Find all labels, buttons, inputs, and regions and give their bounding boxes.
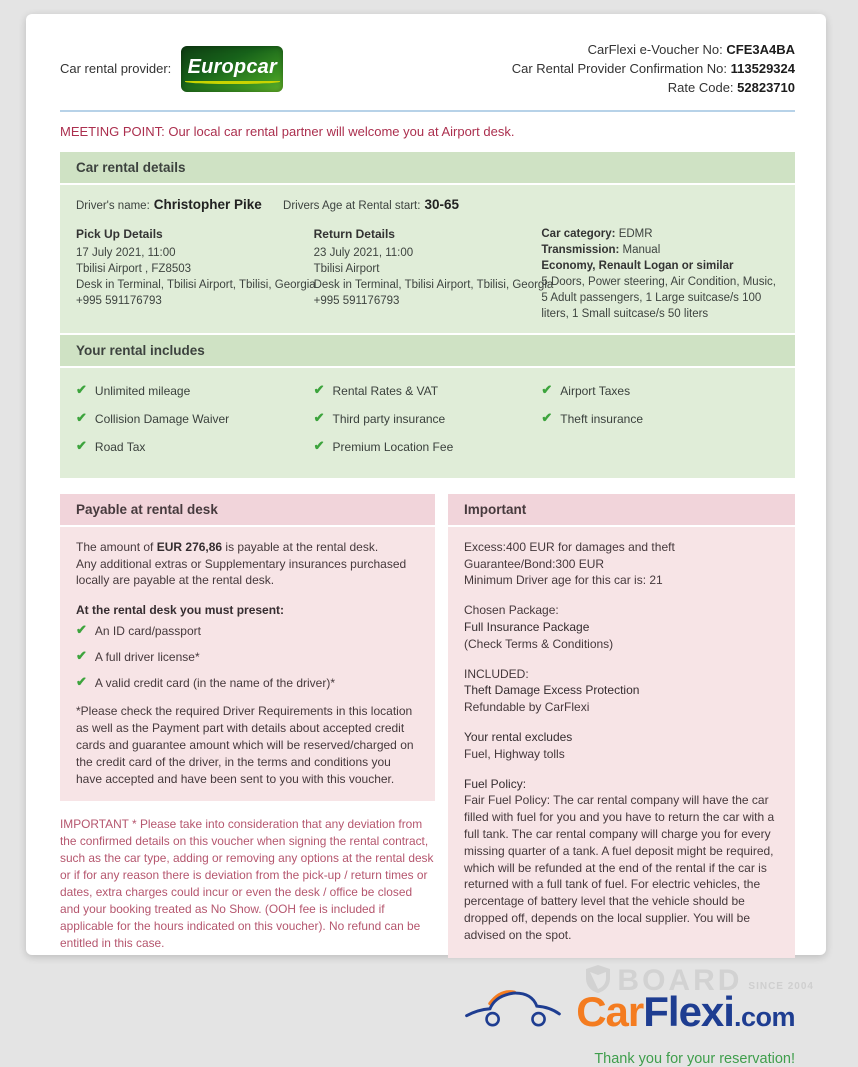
rental-includes-title: Your rental includes	[60, 335, 795, 366]
fuel-policy-group	[464, 776, 779, 944]
include-label: Third party insurance	[332, 412, 446, 427]
driver-requirements-note: *Please check the required Driver Requirements in this location as well as the Payment part with details about accepted credit cards and guarantee amount which will be reserved/charged on the credit card of the driver, in the terms and conditions you have accepted and have been sent to you with this voucher.	[76, 704, 414, 786]
important-box	[448, 494, 795, 958]
watermark-text: BOARD	[617, 964, 743, 997]
present-item	[76, 649, 419, 666]
driver-name-value: Christopher Pike	[153, 197, 262, 212]
present-title: At the rental desk you must present:	[76, 603, 285, 618]
voucher-footer	[60, 981, 795, 1067]
return-details	[313, 226, 554, 323]
carflexi-logo	[464, 981, 795, 1033]
check-icon: ✔	[313, 410, 325, 426]
present-item	[76, 623, 419, 640]
check-icon: ✔	[76, 647, 87, 663]
driver-name-label: Driver's name:	[76, 200, 150, 212]
payable-body	[60, 527, 435, 802]
included-note: Refundable by CarFlexi	[464, 700, 590, 715]
voucher-numbers	[512, 40, 795, 97]
payable-extras-line: Any additional extras or Supplementary insurances purchased locally are payable at the rental desk.	[76, 556, 407, 588]
thank-you-note: Thank you for your reservation!	[594, 1050, 795, 1067]
payable-column	[60, 494, 435, 952]
logo-com-part: .com	[733, 1001, 795, 1032]
package-label: Chosen Package:	[464, 603, 559, 618]
important-column	[448, 494, 795, 958]
includes-col-2	[314, 379, 542, 466]
include-label: Airport Taxes	[560, 384, 631, 399]
transmission-label: Transmission:	[541, 243, 620, 256]
fuel-policy-label: Fuel Policy:	[464, 776, 527, 791]
car-info	[541, 226, 779, 323]
included-group	[464, 666, 779, 716]
include-item	[76, 383, 314, 400]
check-icon: ✔	[76, 382, 87, 398]
package-note: (Check Terms & Conditions)	[464, 636, 614, 651]
include-label: Theft insurance	[560, 412, 643, 427]
confirmation-number-line	[512, 59, 795, 78]
include-label: Road Tax	[94, 440, 146, 455]
car-rental-details-title: Car rental details	[60, 152, 795, 183]
include-item	[314, 439, 542, 456]
includes-grid	[76, 379, 779, 466]
present-label: An ID card/passport	[94, 624, 201, 639]
car-features: 5 Doors, Power steering, Air Condition, Music, 5 Adult passengers, 1 Large suitcase/s 100 liters, 1 Small suitcase/s 50 liters	[541, 276, 776, 321]
excess-line: Excess:400 EUR for damages and theft	[464, 539, 675, 554]
car-rental-details-section	[60, 152, 795, 478]
car-category-value: EDMR	[615, 227, 653, 240]
includes-col-1	[76, 379, 314, 466]
payable-title: Payable at rental desk	[60, 494, 435, 525]
pickup-details	[76, 226, 314, 323]
include-item	[76, 411, 314, 428]
check-icon: ✔	[76, 438, 87, 454]
carflexi-logotype	[576, 987, 795, 1035]
check-icon: ✔	[76, 673, 87, 689]
excess-group	[464, 539, 779, 589]
watermark-subtext: SINCE 2004	[748, 981, 814, 992]
rental-detail-columns	[76, 226, 779, 323]
pickup-datetime: 17 July 2021, 11:00	[76, 246, 176, 259]
check-icon: ✔	[541, 382, 553, 398]
driver-age-value: 30-65	[424, 197, 459, 212]
car-category-line	[541, 226, 779, 242]
present-label: A valid credit card (in the name of the driver)*	[94, 675, 336, 690]
rate-code-label: Rate Code:	[667, 80, 738, 95]
important-deviation-note: IMPORTANT * Please take into consideration that any deviation from the confirmed details on this voucher when signing the rental contract, such as the car type, adding or removing any options at the rental desk or if for any reason there is deviation from the pick-up / return times or dates, extra charges could incur or even the desk / office be closed and your booking treated as No Show. (OOH fee is included if applicable for the hours indicated on this voucher). No refund can be entitled in this case.	[60, 817, 434, 950]
amount-value: EUR 276,86	[156, 539, 223, 554]
excludes-group	[464, 729, 779, 763]
payable-box	[60, 494, 435, 802]
include-item	[314, 411, 542, 428]
transmission-line	[541, 242, 779, 258]
present-label: A full driver license*	[94, 649, 200, 664]
bond-line: Guarantee/Bond:300 EUR	[464, 556, 605, 571]
return-title: Return Details	[313, 226, 395, 241]
provider-block	[60, 46, 283, 92]
include-label: Rental Rates & VAT	[332, 384, 439, 399]
meeting-point-note: MEETING POINT: Our local car rental partner will welcome you at Airport desk.	[60, 124, 515, 139]
evoucher-value: CFE3A4BA	[726, 42, 795, 57]
pickup-address: Desk in Terminal, Tbilisi Airport, Tbilisi, Georgia	[76, 278, 316, 291]
include-item	[314, 383, 542, 400]
excludes-label: Your rental excludes	[464, 730, 573, 745]
europcar-logo-text: Europcar	[186, 56, 279, 82]
check-icon: ✔	[313, 382, 325, 398]
evoucher-label: CarFlexi e-Voucher No:	[587, 42, 727, 57]
car-category-label: Car category:	[541, 227, 616, 240]
pickup-title: Pick Up Details	[76, 226, 163, 241]
pickup-location: Tbilisi Airport , FZ8503	[76, 262, 192, 275]
driver-row	[76, 196, 779, 215]
include-label: Collision Damage Waiver	[94, 412, 230, 427]
amount-suffix: is payable at the rental desk.	[222, 539, 379, 554]
provider-label: Car rental provider:	[60, 61, 172, 76]
amount-prefix: The amount of	[76, 539, 157, 554]
package-name: Full Insurance Package	[464, 620, 590, 635]
confirmation-label: Car Rental Provider Confirmation No:	[511, 61, 731, 76]
logo-flexi-part: Flexi	[643, 987, 734, 1035]
include-item	[541, 383, 779, 400]
car-model: Economy, Renault Logan or similar	[541, 260, 734, 273]
return-datetime: 23 July 2021, 11:00	[313, 246, 414, 259]
check-icon: ✔	[313, 438, 325, 454]
includes-col-3	[541, 379, 779, 466]
logo-car-part: Car	[576, 987, 644, 1035]
present-item	[76, 675, 419, 692]
include-item	[76, 439, 314, 456]
check-icon: ✔	[76, 622, 87, 638]
return-phone: +995 591176793	[313, 294, 400, 307]
voucher-header	[60, 40, 795, 97]
included-name: Theft Damage Excess Protection	[464, 683, 640, 698]
include-label: Premium Location Fee	[332, 440, 454, 455]
header-divider	[60, 110, 795, 112]
europcar-logo	[181, 46, 283, 92]
include-label: Unlimited mileage	[94, 384, 191, 399]
important-title: Important	[448, 494, 795, 525]
rate-code-value: 52823710	[737, 80, 795, 95]
payable-amount-paragraph	[76, 539, 419, 589]
confirmation-value: 113529324	[730, 61, 795, 76]
important-body	[448, 527, 795, 958]
check-icon: ✔	[76, 410, 87, 426]
check-icon: ✔	[541, 410, 553, 426]
rate-code-line	[512, 78, 795, 97]
bottom-region	[60, 494, 795, 958]
transmission-value: Manual	[619, 243, 661, 256]
rental-includes-body	[60, 368, 795, 477]
included-label: INCLUDED:	[464, 666, 529, 681]
return-location: Tbilisi Airport	[313, 262, 380, 275]
evoucher-number-line	[512, 40, 795, 59]
return-address: Desk in Terminal, Tbilisi Airport, Tbilisi, Georgia	[313, 278, 554, 291]
car-sketch-icon	[464, 981, 568, 1033]
car-rental-details-body	[60, 185, 795, 333]
min-age-line: Minimum Driver age for this car is: 21	[464, 573, 663, 588]
pickup-phone: +995 591176793	[76, 294, 162, 307]
driver-age-label: Drivers Age at Rental start:	[283, 200, 421, 212]
include-item	[541, 411, 779, 428]
excludes-value: Fuel, Highway tolls	[464, 746, 565, 761]
fuel-policy-text: Fair Fuel Policy: The car rental company will have the car filled with fuel for you and you have to return the car with a full tank. The car rental company will charge you for every missing quarter of a tank. A fuel deposit might be required, which will be refunded at the end of the rental if the car is returned with a full tank of fuel. For electric vehicles, the percentage of battery level that the vehicle should be dropped off, depends on the local supplier. You will be advised on the spot.	[464, 793, 775, 942]
package-group	[464, 602, 779, 652]
